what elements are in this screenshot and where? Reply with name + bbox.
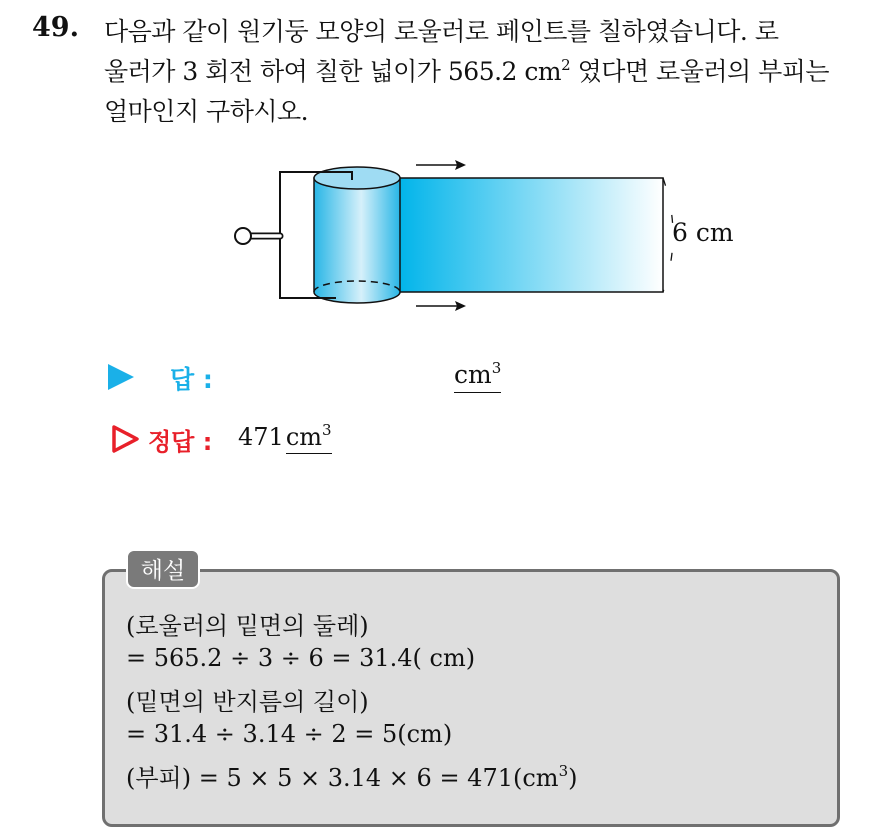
question-area-unit: cm	[524, 57, 562, 86]
explanation-line-2: = 565.2 ÷ 3 ÷ 6 = 31.4( cm)	[126, 644, 476, 672]
question-number: 49.	[32, 12, 79, 43]
question-text-line-2	[104, 52, 829, 88]
correct-label: 정답 :	[148, 428, 213, 456]
explanation-unit-exponent: 3	[558, 762, 569, 780]
roller-top-ellipse	[314, 167, 400, 189]
explanation-line-5: (부피) = $5 \times 5 \times 3.14 \times 6 = 471(cm^3)$	[126, 762, 578, 792]
correct-marker-icon	[110, 424, 140, 454]
correct-answer-row	[108, 422, 528, 458]
arrow-top-icon	[416, 160, 466, 170]
correct-value	[238, 422, 332, 452]
question-text-line-3: 얼마인지 구하시오.	[104, 97, 309, 126]
height-label: 6 cm	[672, 218, 734, 247]
correct-number: 471	[238, 423, 284, 451]
answer-label: 답 :	[170, 365, 213, 394]
question-text-line-2-start: 울러가 3 회전 하여 칠한 넓이가 565.2	[104, 57, 517, 86]
question-area-unit-exponent: 2	[561, 56, 571, 74]
answer-marker-icon	[108, 364, 134, 390]
painted-area	[398, 178, 663, 292]
answer-row	[108, 360, 528, 396]
arrow-bottom-icon	[416, 301, 466, 311]
correct-unit: $cm^3$	[286, 423, 332, 454]
question-text-line-1: 다음과 같이 원기둥 모양의 로울러로 페인트를 칠하였습니다. 로	[104, 17, 779, 46]
answer-unit-exponent: 3	[491, 359, 502, 377]
answer-unit	[454, 360, 501, 393]
roller-handle-knob	[235, 228, 251, 244]
explanation-line-4: = 31.4 ÷ 3.14 ÷ 2 = 5(cm)	[126, 720, 453, 748]
roller-figure	[226, 150, 746, 320]
explanation-line-3: (밑면의 반지름의 길이)	[126, 688, 369, 716]
correct-unit-exponent: 3	[322, 421, 332, 439]
explanation-line-1: (로울러의 밑면의 둘레)	[126, 612, 369, 640]
explanation-tag: 해설	[126, 549, 200, 589]
question-text-line-2-end: 였다면 로울러의 부피는	[577, 57, 830, 86]
answer-unit-text: cm	[454, 360, 492, 389]
